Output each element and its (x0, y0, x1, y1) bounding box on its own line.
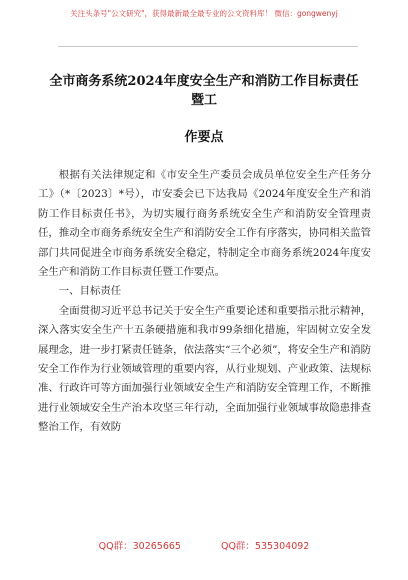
footer (0, 538, 408, 552)
header-divider (58, 46, 358, 47)
document-title-line1: 全市商务系统2024年度安全生产和消防工作目标责任暨工 (49, 74, 359, 108)
footer-qq-group-1: QQ群：30265665 (98, 541, 181, 552)
section-heading-goals: 一、目标责任 (58, 285, 122, 298)
footer-qq-group-2: QQ群：535304092 (220, 541, 310, 552)
paragraph-intro: 根据有关法律规定和《市安全生产委员会成员单位安全生产任务分工》（*〔2023〕*号），市安委会已下达我局《2024年度安全生产和消防工作目标责任书》，为切实履行商务系统安全生产和消防安全管理责任，推动全市商务系统安全生产和消防安全工作有序落实，协同相关监管部门共同促进全市商务系统安全稳定，特制定全市商务系统2024年度安全生产和消防工作目标责任暨工作要点。 (38, 169, 371, 279)
paragraph-goals: 全面贯彻习近平总书记关于安全生产重要论述和重要指示批示精神，深入落实安全生产十五条硬措施和我市99条细化措施，牢固树立安全发展理念，进一步打紧责任链条，依法落实“三个必须”，将安全生产和消防安全工作作为行业领域管理的重要内容，从行业规划、产业政策、法规标准、行政许可等方面加强行业领域安全生产和消防安全管理工作，不断推进行业领域安全生产治本攻坚三年行动，全面加强行业领域事故隐患排查整治工作，有效防 (38, 304, 371, 434)
document-title-line2: 作要点 (184, 130, 224, 145)
document-body (38, 166, 371, 438)
header-note: 关注头条号"公文研究"，获得最新最全最专业的公文资料库！ 微信：gongwenyj (70, 9, 338, 18)
